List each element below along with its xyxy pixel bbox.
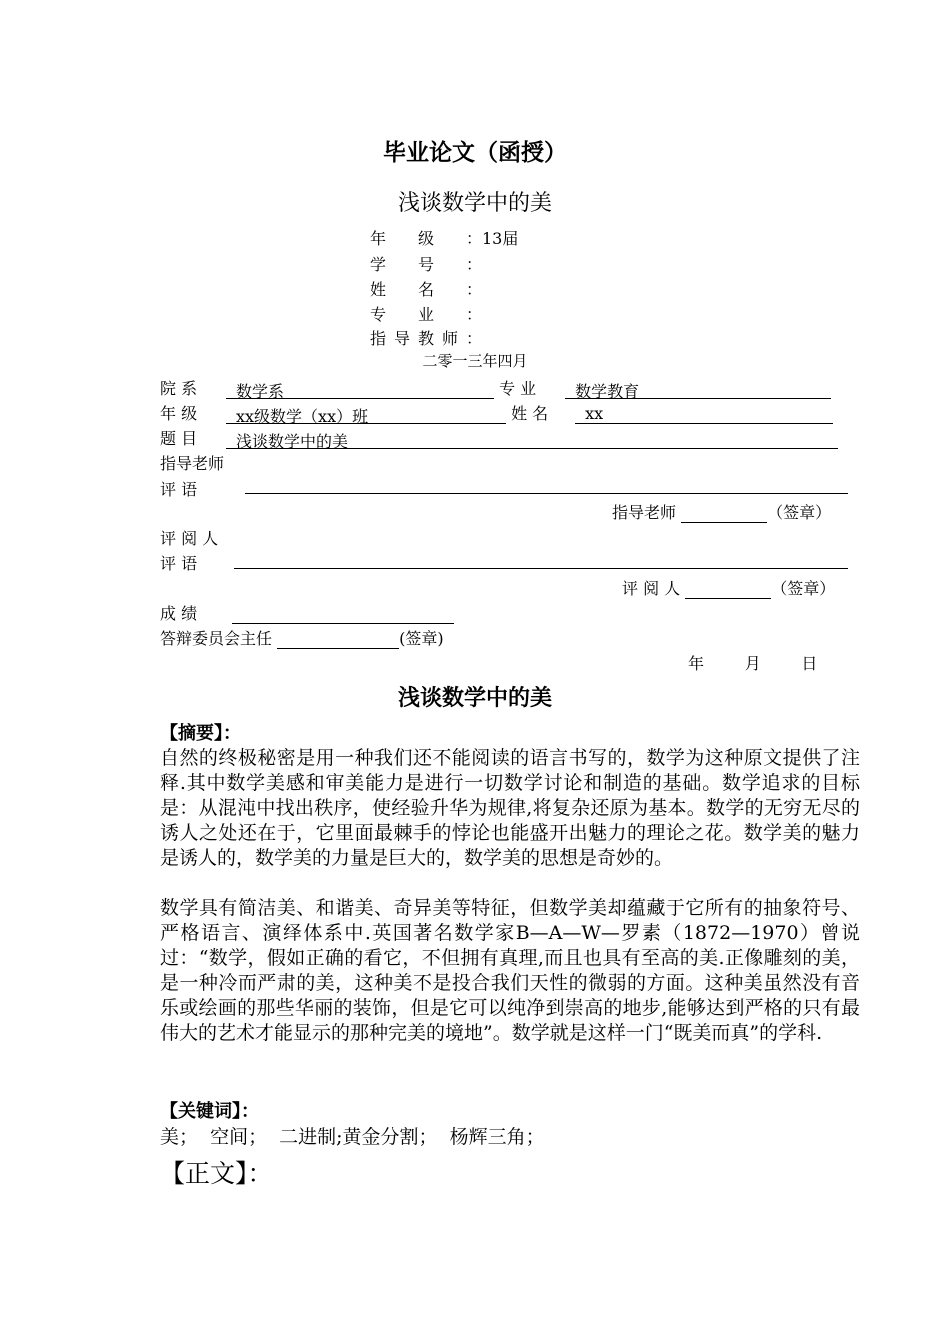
keywords-text: 美； 空间； 二进制;黄金分割； 杨辉三角； xyxy=(160,1126,545,1148)
reviewer-comment-line xyxy=(234,568,848,569)
info-value: 13届 xyxy=(482,229,519,248)
dept-value: 数学系 xyxy=(226,379,494,399)
info-grade xyxy=(370,226,518,249)
document-title: 毕业论文（函授） xyxy=(383,140,567,166)
form-row-grade xyxy=(160,401,833,424)
topic-label: 题 目 xyxy=(160,429,198,448)
abstract-paragraph-1: 自然的终极秘密是用一种我们还不能阅读的语言书写的，数学为这种原文提供了注释.其中数学美感和审美能力是进行一切数学讨论和制造的基础。数学追求的目标是：从混沌中找出秩序，使经验升华为规律,将复杂还原为基本。数学的无穷无尽的诱人之处还在于，它里面最棘手的悖论也能盛开出魅力的理论之花。数学美的魅力是诱人的，数学美的力量是巨大的，数学美的思想是奇妙的。 xyxy=(160,747,860,869)
committee-sign-line xyxy=(277,629,399,649)
date-ymd: 年 月 日 xyxy=(688,654,818,673)
form-row-topic xyxy=(160,426,838,449)
dept-label: 院 系 xyxy=(160,379,198,398)
reviewer-sign-label: 评 阅 人 xyxy=(622,579,681,598)
advisor-sign-line xyxy=(681,503,767,523)
info-student-id xyxy=(370,252,482,275)
info-label: 专业： xyxy=(370,305,482,324)
info-label: 年级： xyxy=(370,229,482,248)
grade-value: xx级数学（xx）班 xyxy=(226,404,506,424)
committee-row xyxy=(160,626,444,649)
advisor-sign-row xyxy=(612,500,831,523)
reviewer-comment-label: 评 语 xyxy=(160,554,198,573)
form-row-dept xyxy=(160,376,831,399)
advisor-comment-label: 评 语 xyxy=(160,480,198,499)
info-label: 姓名： xyxy=(370,280,482,299)
info-label: 指导教师： xyxy=(370,329,482,348)
info-label: 学号： xyxy=(370,255,482,274)
reviewer-sign-line xyxy=(685,579,771,599)
advisor-sign-suffix: （签章） xyxy=(767,503,832,522)
major-value: 数学教育 xyxy=(565,379,831,399)
info-advisor xyxy=(370,326,482,349)
score-row xyxy=(160,601,454,624)
committee-label: 答辩委员会主任 xyxy=(160,629,273,648)
body-heading: 【正文】： xyxy=(160,1159,273,1188)
document-subtitle: 浅谈数学中的美 xyxy=(397,191,552,216)
abstract-heading: 【摘要】： xyxy=(160,723,241,744)
document-date: 二零一三年四月 xyxy=(422,352,528,370)
name-label: 姓 名 xyxy=(511,404,549,423)
score-line xyxy=(232,604,454,624)
paper-title: 浅谈数学中的美 xyxy=(397,686,552,711)
reviewer-sign-row xyxy=(622,576,835,599)
major-label: 专 业 xyxy=(499,379,537,398)
reviewer-label: 评 阅 人 xyxy=(160,529,219,548)
name-value: xx xyxy=(575,404,833,424)
keywords-heading: 【关键词】： xyxy=(160,1101,259,1122)
grade-label: 年 级 xyxy=(160,404,198,423)
reviewer-sign-suffix: （签章） xyxy=(771,579,836,598)
info-name xyxy=(370,277,482,300)
abstract-paragraph-2: 数学具有简洁美、和谐美、奇异美等特征，但数学美却蕴藏于它所有的抽象符号、严格语言、演绎体系中.英国著名数学家B—A—W—罗素（1872—1970）曾说过：“数学，假如正确的看它，不但拥有真理,而且也具有至高的美.正像雕刻的美，是一种冷而严肃的美，这种美不是投合我们天性的微弱的方面。这种美虽然没有音乐或绘画的那些华丽的装饰，但是它可以纯净到崇高的地步,能够达到严格的只有最伟大的艺术才能显示的那种完美的境地”。数学就是这样一门“既美而真”的学科. xyxy=(160,897,860,1044)
advisor-comment-line xyxy=(245,493,848,494)
advisor-sign-label: 指导老师 xyxy=(612,503,677,522)
advisor-label: 指导老师 xyxy=(160,454,225,473)
score-label: 成 绩 xyxy=(160,604,198,623)
topic-value: 浅谈数学中的美 xyxy=(226,429,838,449)
info-major xyxy=(370,302,482,325)
committee-sign-suffix: (签章) xyxy=(399,629,444,648)
